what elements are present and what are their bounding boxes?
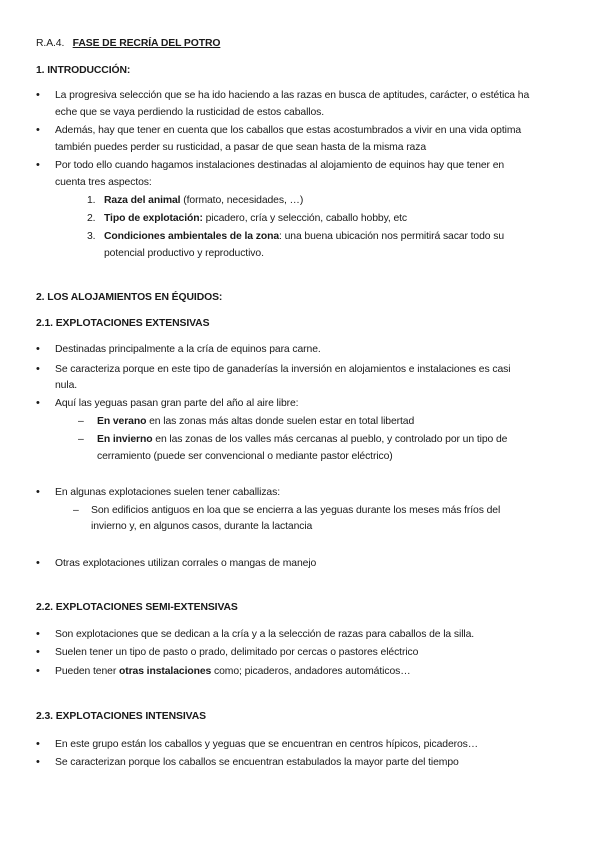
- dash-item: [97, 434, 507, 445]
- dash-icon: –: [78, 434, 84, 445]
- dash-item: [97, 416, 414, 427]
- bullet-icon: •: [36, 343, 40, 355]
- item-bold: En invierno: [97, 434, 153, 445]
- item-text: en las zonas de los valles más cercanas al pueblo, y controlado por un tipo de: [152, 434, 508, 445]
- bullet-icon: •: [36, 397, 40, 409]
- paragraph-line: eche que se vaya perdiendo la rusticidad de estos caballos.: [55, 107, 325, 118]
- paragraph-line: cerramiento (puede ser convencional o mediante pastor eléctrico): [97, 451, 393, 462]
- paragraph-line: En este grupo están los caballos y yeguas que se encuentran en centros hípicos, picaderos…: [55, 739, 479, 750]
- document-title: FASE DE RECRÍA DEL POTRO: [72, 38, 221, 49]
- paragraph-line: Suelen tener un tipo de pasto o prado, delimitado por cercas o pastores eléctrico: [55, 647, 419, 658]
- numbered-item: [104, 195, 303, 206]
- paragraph-line: Aquí las yeguas pasan gran parte del año al aire libre:: [55, 398, 299, 409]
- unit-code: R.A.4.: [36, 38, 65, 49]
- paragraph-line: La progresiva selección que se ha ido haciendo a las razas en busca de aptitudes, carácter, o estética ha: [55, 90, 530, 101]
- paragraph-line: cuenta tres aspectos:: [55, 177, 152, 188]
- bullet-icon: •: [36, 628, 40, 640]
- bullet-icon: •: [36, 89, 40, 101]
- list-number: 2.: [87, 213, 96, 224]
- bullet-icon: •: [36, 557, 40, 569]
- subsection-title-extensivas: 2.1. EXPLOTACIONES EXTENSIVAS: [36, 318, 210, 329]
- dash-icon: –: [78, 416, 84, 427]
- paragraph-line: Se caracterizan porque los caballos se encuentran estabulados la mayor parte del tiempo: [55, 757, 459, 768]
- paragraph-line: [55, 666, 411, 677]
- bullet-icon: •: [36, 756, 40, 768]
- item-bold: Raza del animal: [104, 195, 181, 206]
- list-number: 3.: [87, 231, 96, 242]
- paragraph-line: Destinadas principalmente a la cría de equinos para carne.: [55, 344, 321, 355]
- paragraph-line: En algunas explotaciones suelen tener caballizas:: [55, 487, 280, 498]
- numbered-item: [104, 213, 407, 224]
- list-number: 1.: [87, 195, 96, 206]
- item-bold: otras instalaciones: [118, 666, 212, 677]
- bullet-icon: •: [36, 646, 40, 658]
- dash-icon: –: [73, 505, 79, 516]
- bullet-icon: •: [36, 665, 40, 677]
- paragraph-line: Son edificios antiguos en loa que se encierra a las yeguas durante los meses más fríos del: [91, 505, 501, 516]
- item-text: picadero, cría y selección, caballo hobby, etc: [202, 213, 408, 224]
- subsection-title-intensivas: 2.3. EXPLOTACIONES INTENSIVAS: [36, 711, 206, 722]
- item-text: en las zonas más altas donde suelen estar en total libertad: [146, 416, 415, 427]
- paragraph-line: también puedes perder su rusticidad, a pasar de que sean hasta de la misma raza: [55, 142, 427, 153]
- document-header: [36, 38, 220, 49]
- bullet-icon: •: [36, 363, 40, 375]
- bullet-icon: •: [36, 124, 40, 136]
- paragraph-line: Se caracteriza porque en este tipo de ganaderías la inversión en alojamientos e instalaciones es casi: [55, 364, 511, 375]
- item-bold: Condiciones ambientales de la zona: [104, 231, 280, 242]
- subsection-title-semi-extensivas: 2.2. EXPLOTACIONES SEMI-EXTENSIVAS: [36, 602, 238, 613]
- paragraph-line: potencial productivo y reproductivo.: [104, 248, 264, 259]
- item-text: como; picaderos, andadores automáticos…: [211, 666, 411, 677]
- paragraph-line: Son explotaciones que se dedican a la cría y a la selección de razas para caballos de la silla.: [55, 629, 475, 640]
- item-bold: En verano: [97, 416, 147, 427]
- bullet-icon: •: [36, 738, 40, 750]
- paragraph-line: Además, hay que tener en cuenta que los caballos que estas acostumbrados a vivir en una vida optima: [55, 125, 522, 136]
- paragraph-line: invierno y, en algunos casos, durante la lactancia: [91, 521, 313, 532]
- item-text: Pueden tener: [55, 666, 119, 677]
- paragraph-line: Otras explotaciones utilizan corrales o mangas de manejo: [55, 558, 317, 569]
- item-text: (formato, necesidades, …): [180, 195, 304, 206]
- paragraph-line: nula.: [55, 380, 78, 391]
- item-bold: Tipo de explotación:: [104, 213, 203, 224]
- section-title-introduccion: 1. INTRODUCCIÓN:: [36, 65, 131, 76]
- item-text: : una buena ubicación nos permitirá sacar todo su: [279, 231, 505, 242]
- bullet-icon: •: [36, 159, 40, 171]
- section-title-alojamientos: 2. LOS ALOJAMIENTOS EN ÉQUIDOS:: [36, 292, 223, 303]
- numbered-item: [104, 231, 504, 242]
- bullet-icon: •: [36, 486, 40, 498]
- paragraph-line: Por todo ello cuando hagamos instalaciones destinadas al alojamiento de equinos hay que tener en: [55, 160, 505, 171]
